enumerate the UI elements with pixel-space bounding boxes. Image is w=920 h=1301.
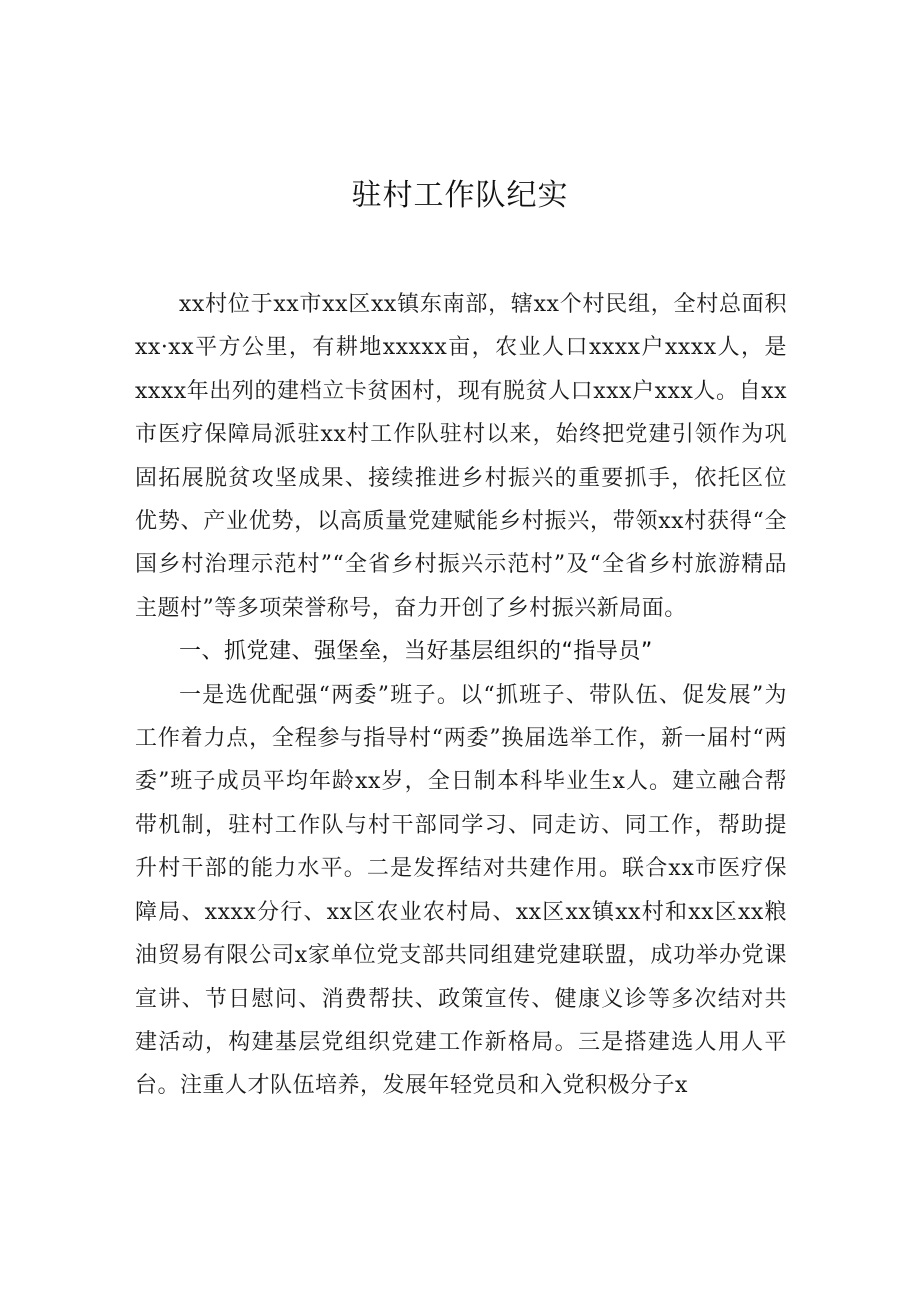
document-body	[135, 283, 787, 1108]
section-heading: 一、抓党建、强堡垒，当好基层组织的“指导员”	[179, 639, 653, 665]
intro-paragraph: xx村位于xx市xx区xx镇东南部，辖xx个村民组，全村总面积xx·xx平方公里，有耕地xxxxx亩，农业人口xxxx户xxxx人，是xxxx年出列的建档立卡贫困村，现有脱贫人口xxx户xxx人。自xx市医疗保障局派驻xx村工作队驻村以来，始终把党建引领作为巩固拓展脱贫攻坚成果、接续推进乡村振兴的重要抓手，依托区位优势、产业优势，以高质量党建赋能乡村振兴，带领xx村获得“全国乡村治理示范村”“全省乡村振兴示范村”及“全省乡村旅游精品主题村”等多项荣誉称号，奋力开创了乡村振兴新局面。	[135, 292, 787, 621]
section-paragraph: 一是选优配强“两委”班子。以“抓班子、带队伍、促发展”为工作着力点，全程参与指导村“两委”换届选举工作，新一届村“两委”班子成员平均年龄xx岁，全日制本科毕业生x人。建立融合帮带机制，驻村工作队与村干部同学习、同走访、同工作，帮助提升村干部的能力水平。二是发挥结对共建作用。联合xx市医疗保障局、xxxx分行、xx区农业农村局、xx区xx镇xx村和xx区xx粮油贸易有限公司x家单位党支部共同组建党建联盟，成功举办党课宣讲、节日慰问、消费帮扶、政策宣传、健康义诊等多次结对共建活动，构建基层党组织党建工作新格局。三是搭建选人用人平台。注重人才队伍培养，发展年轻党员和入党积极分子x	[135, 682, 787, 1099]
document-title: 驻村工作队纪实	[351, 178, 569, 213]
